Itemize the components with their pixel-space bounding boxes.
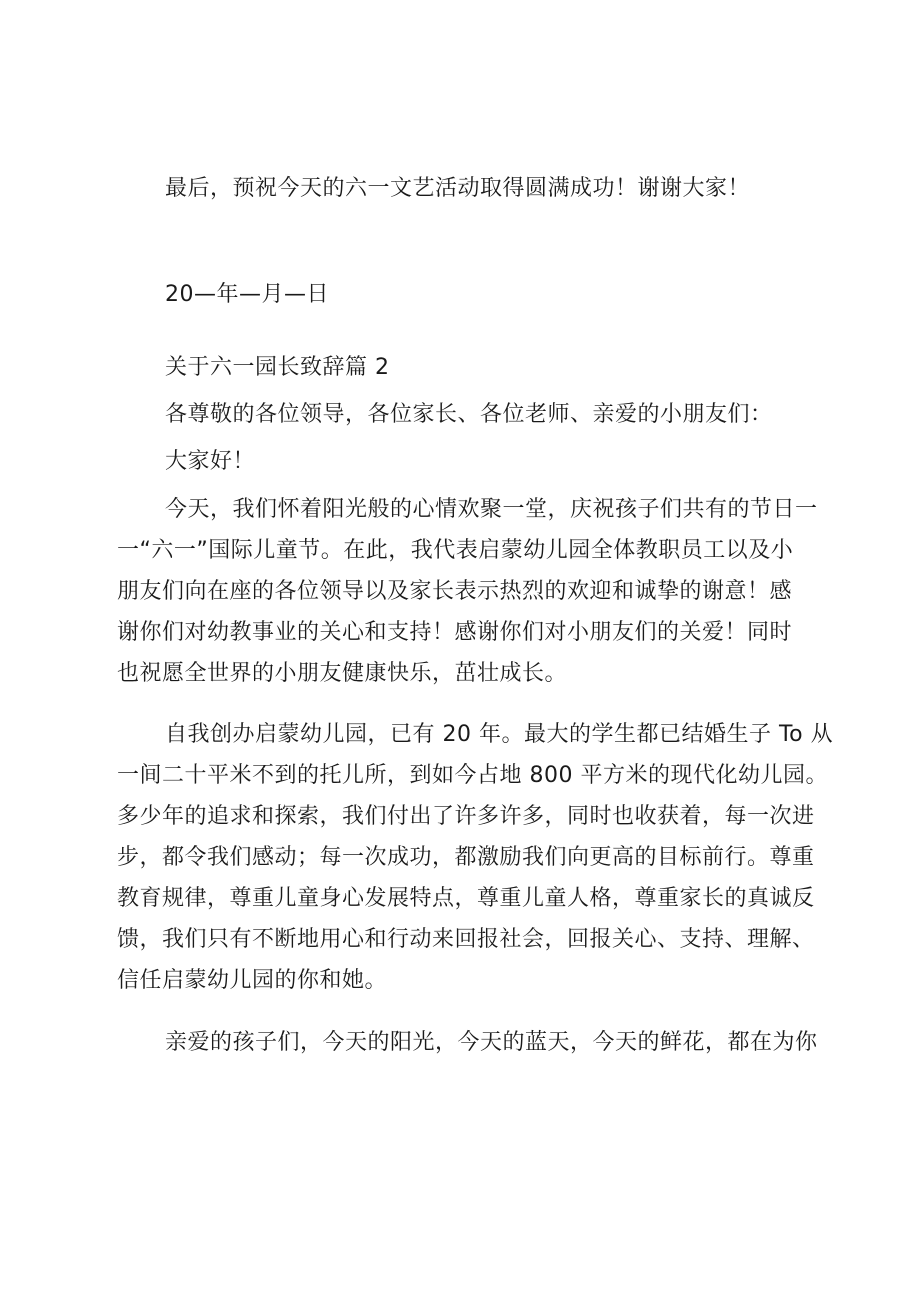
paragraph-line: 信任启蒙幼儿园的你和她。 <box>117 968 388 993</box>
paragraph-line: 也祝愿全世界的小朋友健康快乐，茁壮成长。 <box>117 661 568 686</box>
paragraph-line: 朋友们向在座的各位领导以及家长表示热烈的欢迎和诚挚的谢意！感 <box>117 579 793 604</box>
paragraph-line: 多少年的追求和探索，我们付出了许多许多，同时也收获着，每一次进 <box>117 804 815 829</box>
paragraph-line: 自我创办启蒙幼儿园，已有 20 年。最大的学生都已结婚生子 To 从 <box>165 722 834 747</box>
paragraph-line: 亲爱的孩子们，今天的阳光，今天的蓝天，今天的鲜花，都在为你 <box>165 1030 818 1055</box>
paragraph-line: 今天，我们怀着阳光般的心情欢聚一堂，庆祝孩子们共有的节日一 <box>165 497 818 522</box>
paragraph-3 <box>117 1022 829 1063</box>
paragraph-line: 教育规律，尊重儿童身心发展特点，尊重儿童人格，尊重家长的真诚反 <box>117 886 815 911</box>
greeting-line: 大家好！ <box>165 449 256 474</box>
paragraph-line: 一“六一”国际儿童节。在此，我代表启蒙幼儿园全体教职员工以及小 <box>117 538 794 563</box>
section-title: 关于六一园长致辞篇 2 <box>165 355 390 380</box>
salutation-line: 各尊敬的各位领导，各位家长、各位老师、亲爱的小朋友们： <box>165 402 773 427</box>
paragraph-line: 谢你们对幼教事业的关心和支持！感谢你们对小朋友们的关爱！同时 <box>117 620 793 645</box>
paragraph-line: 步，都令我们感动；每一次成功，都激励我们向更高的目标前行。尊重 <box>117 845 815 870</box>
paragraph-line: 馈，我们只有不断地用心和行动来回报社会，回报关心、支持、理解、 <box>117 927 815 952</box>
paragraph-line: 一间二十平米不到的托儿所，到如今占地 800 平方米的现代化幼儿园。 <box>117 763 828 788</box>
paragraph-2 <box>117 714 834 1001</box>
paragraph-1 <box>117 489 829 694</box>
date-line: 20—年—月—日 <box>165 282 329 307</box>
closing-line: 最后，预祝今天的六一文艺活动取得圆满成功！谢谢大家！ <box>165 176 751 201</box>
